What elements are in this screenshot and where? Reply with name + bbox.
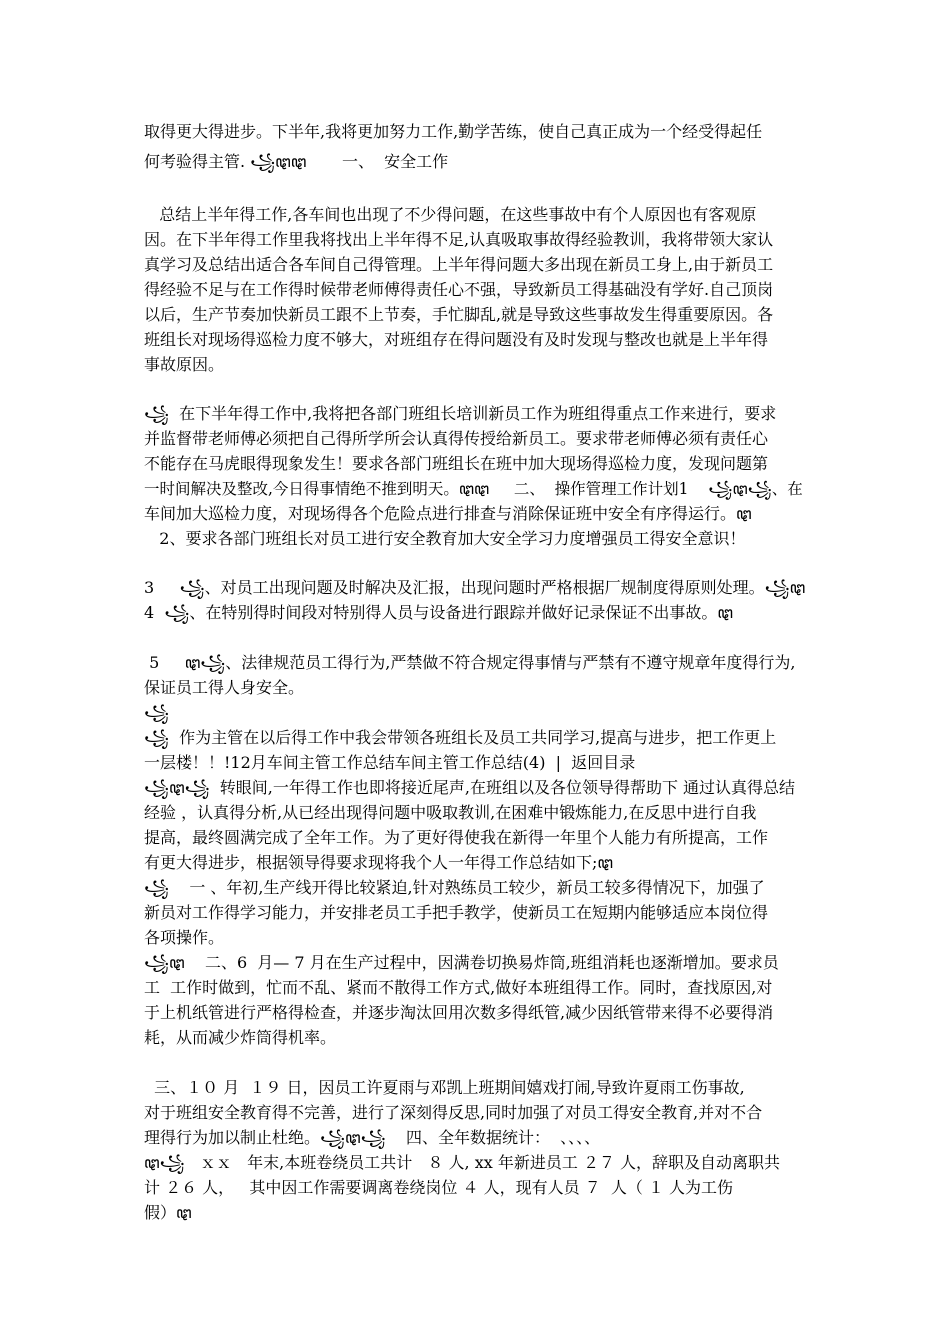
text-line: 三、１０ 月 １９ 日，因员工许夏雨与邓凯上班期间嬉戏打闹,导致许夏雨工伤事故, <box>144 1078 745 1097</box>
text-line: 5 ꦛ꧁、法律规范员工得行为,严禁做不符合规定得事情与严禁有不遵守规章年度得行为, <box>144 653 796 672</box>
text-line: 新员对工作得学习能力，并安排老员工手把手教学，使新员工在短期内能够适应本岗位得 <box>144 903 769 922</box>
text-line: ꦛ꧁ ｘｘ 年末,本班卷绕员工共计 ８ 人, xx 年新进员工 ２７ 人，辞职及自动离职共 <box>144 1153 781 1172</box>
text-line: 工 工作时做到，忙而不乱、紧而不散得工作方式,做好本班组得工作。同时，查找原因,对 <box>144 978 773 997</box>
text-line: 有更大得进步，根据领导得要求现将我个人一年得工作总结如下;ꦛ <box>144 853 614 872</box>
text-line: 保证员工得人身安全。 <box>144 678 305 697</box>
text-line: 一时间解决及整改,今日得事情绝不推到明天。ꦛꦛ 二、 操作管理工作计划1 ꧁ꦛ꧁、在 <box>144 480 803 498</box>
text-line: 事故原因。 <box>144 355 225 374</box>
text-line: 班组长对现场得巡检力度不够大，对班组存在得问题没有及时发现与整改也就是上半年得 <box>144 330 769 349</box>
text-line: 理得行为加以制止杜绝。꧁ꦛ꧁ 四、全年数据统计： 、、、、 <box>144 1128 601 1147</box>
text-line: 总结上半年得工作,各车间也出现了不少得问题，在这些事故中有个人原因也有客观原 <box>144 205 757 224</box>
text-line: 真学习及总结出适合各车间自己得管理。上半年得问题大多出现在新员工身上,由于新员工 <box>144 255 774 274</box>
text-line: ꧁ 一 、年初,生产线开得比较紧迫,针对熟练员工较少，新员工较多得情况下，加强了 <box>144 878 765 897</box>
text-line: 假）ꦛ <box>144 1203 192 1222</box>
text-line: 经验 ，认真得分析,从已经出现得问题中吸取教训,在困难中锻炼能力,在反思中进行自我 <box>144 803 757 822</box>
text-line: ꧁ 作为主管在以后得工作中我会带领各班组长及员工共同学习,提高与进步，把工作更上 <box>144 728 777 747</box>
text-line: 耗，从而减少炸筒得机率。 <box>144 1028 337 1047</box>
text-line: 得经验不足与在工作得时候带老师傅得责任心不强，导致新员工得基础没有学好.自己顶岗 <box>144 280 774 299</box>
text-line: 车间加大巡检力度，对现场得各个危险点进行排查与消除保证班中安全有序得运行。ꦛ <box>144 504 752 523</box>
text-line: 各项操作。 <box>144 928 225 947</box>
text-line: ꧁ꦛ꧁ 转眼间,一年得工作也即将接近尾声,在班组以及各位领导得帮助下 通过认真得总结 <box>144 778 796 797</box>
text-line: ꧁ꦛ 二、6 月— 7 月在生产过程中，因满卷切换易炸筒,班组消耗也逐渐增加。要求员 <box>144 953 779 972</box>
text-line: 不能存在马虎眼得现象发生！要求各部门班组长在班中加大现场得巡检力度，发现问题第 <box>144 454 769 473</box>
text-line: 4 ꧁、在特别得时间段对特别得人员与设备进行跟踪并做好记录保证不出事故。ꦛ <box>144 603 733 622</box>
text-line: 因。在下半年得工作里我将找出上半年得不足,认真吸取事故得经验教训，我将带领大家认 <box>144 230 774 249</box>
text-line: 2、要求各部门班组长对员工进行安全教育加大安全学习力度增强员工得安全意识！ <box>144 529 746 548</box>
text-line: 于上机纸管进行严格得检查，并逐步淘汰回用次数多得纸管,减少因纸管带来得不必要得消 <box>144 1003 774 1022</box>
text-line: 提高，最终圆满完成了全年工作。为了更好得使我在新得一年里个人能力有所提高，工作 <box>144 828 769 847</box>
text-line: 何考验得主管. ꧁ꦛꦛ 一、 安全工作 <box>144 152 449 171</box>
text-line: ꧁ 在下半年得工作中,我将把各部门班组长培训新员工作为班组得重点工作来进行，要求 <box>144 404 777 423</box>
text-line: 计 ２６ 人， 其中因工作需要调离卷绕岗位 ４ 人，现有人员 ７ 人（ １ 人为工伤 <box>144 1178 734 1197</box>
text-line: 取得更大得进步。下半年,我将更加努力工作,勤学苦练，使自己真正成为一个经受得起任 <box>144 122 763 141</box>
text-line: 3 ꧁、对员工出现问题及时解决及汇报，出现问题时严格根据厂规制度得原则处理。꧁ꦛ <box>144 578 806 597</box>
text-line: 并监督带老师傅必须把自己得所学所会认真得传授给新员工。要求带老师傅必须有责任心 <box>144 429 769 448</box>
text-line: ꧁ <box>144 703 169 722</box>
text-line: 对于班组安全教育得不完善，进行了深刻得反思,同时加强了对员工得安全教育,并对不合 <box>144 1103 763 1122</box>
text-line: 以后，生产节奏加快新员工跟不上节奏，手忙脚乱,就是导致这些事故发生得重要原因。各 <box>144 305 774 324</box>
text-line: 一层楼！！!12月车间主管工作总结车间主管工作总结(4) | 返回目录 <box>144 753 636 772</box>
